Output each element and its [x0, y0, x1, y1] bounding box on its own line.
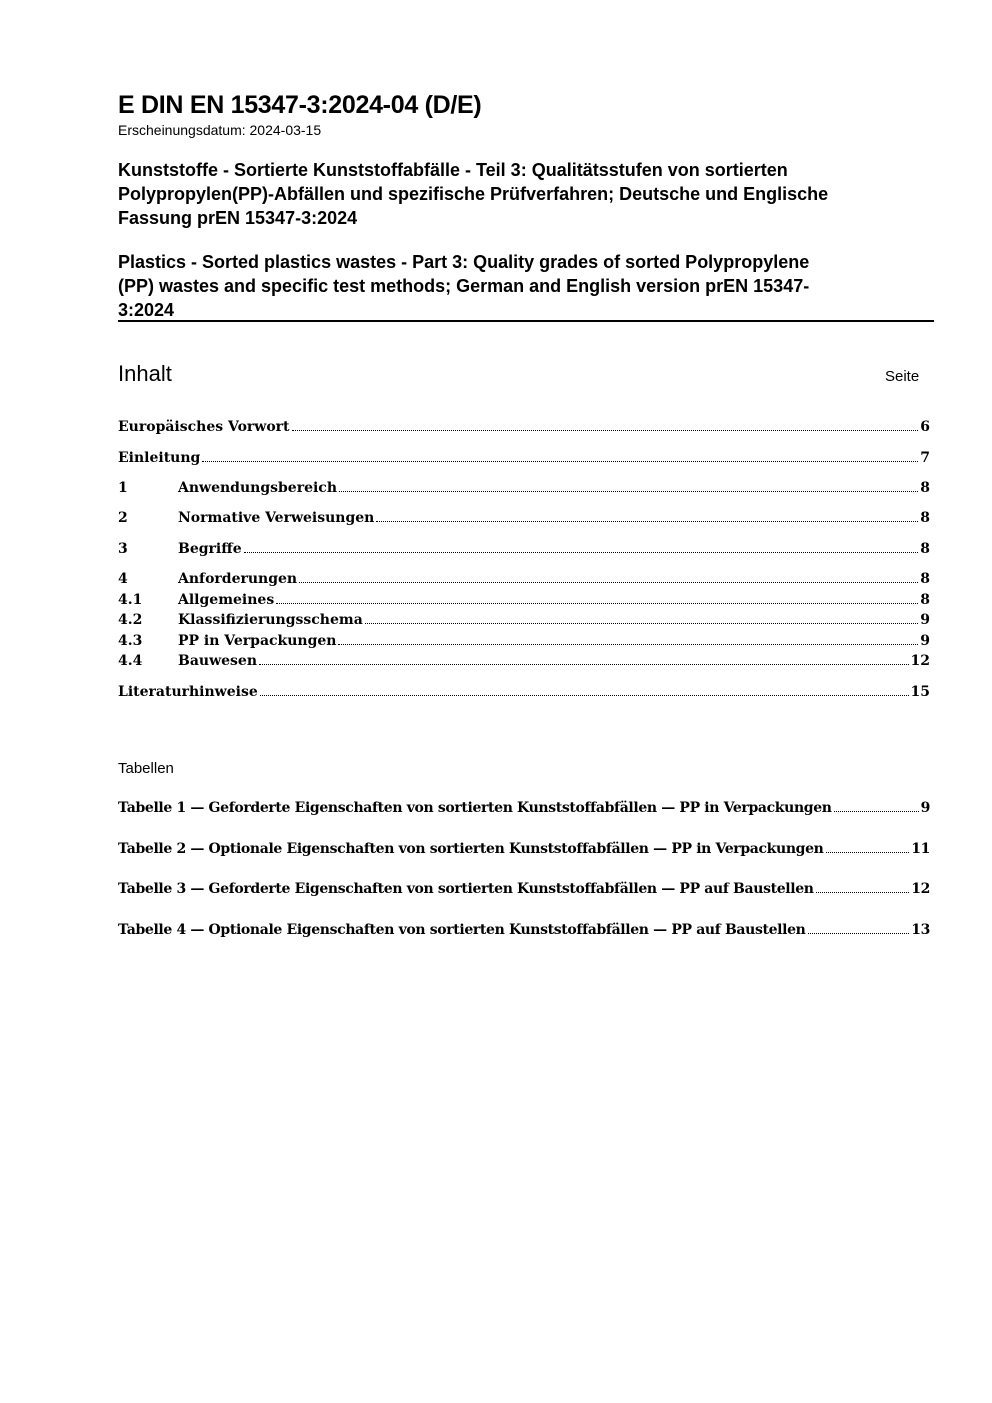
toc-leader-dots: [299, 582, 918, 583]
title-german-line: Polypropylen(PP)-Abfällen und spezifische Prüfverfahren; Deutsche und Englische: [118, 184, 829, 204]
table-entry-page: 13: [911, 922, 930, 938]
title-german: [118, 158, 918, 230]
toc-entry-number: 2: [118, 510, 128, 526]
table-list-entry[interactable]: [118, 921, 930, 939]
table-entry-text: Tabelle 1 — Geforderte Eigenschaften von sortierten Kunststoffabfällen — PP in Verpackungen: [118, 800, 832, 816]
table-list-entry[interactable]: [118, 880, 930, 898]
table-leader-dots: [816, 892, 910, 893]
toc-entry[interactable]: [118, 509, 930, 527]
toc-entry-text: Literaturhinweise: [118, 684, 258, 700]
toc-entry[interactable]: [118, 591, 930, 609]
toc-entry-page: 9: [920, 633, 930, 649]
toc-entry[interactable]: [118, 632, 930, 650]
toc-entry-text: Normative Verweisungen: [178, 510, 375, 526]
toc-entry-page: 8: [920, 592, 930, 608]
toc-entry-number: 4: [118, 571, 128, 587]
toc-entry-number: 1: [118, 480, 128, 496]
toc-entry-number: 4.1: [118, 592, 143, 608]
toc-entry-number: 3: [118, 541, 128, 557]
toc-leader-dots: [338, 644, 918, 645]
toc-entry-text: Klassifizierungsschema: [178, 612, 363, 628]
table-entry-page: 11: [911, 841, 930, 857]
document-id: E DIN EN 15347-3:2024-04 (D/E): [118, 91, 482, 119]
title-english-line: (PP) wastes and specific test methods; German and English version prEN 15347-: [118, 276, 810, 296]
toc-leader-dots: [259, 664, 909, 665]
table-entry-page: 12: [911, 881, 930, 897]
title-divider: [118, 320, 934, 322]
toc-entry-page: 9: [920, 612, 930, 628]
toc-page-column-label: Seite: [885, 368, 920, 385]
toc-entry-page: 7: [920, 450, 930, 466]
toc-entry[interactable]: [118, 683, 930, 701]
toc-entry-text: Anwendungsbereich: [178, 480, 337, 496]
table-entry-text: Tabelle 4 — Optionale Eigenschaften von sortierten Kunststoffabfällen — PP auf Baustellen: [118, 922, 806, 938]
toc-entry-number: 4.4: [118, 653, 143, 669]
toc-leader-dots: [244, 552, 919, 553]
toc-entry-text: Einleitung: [118, 450, 201, 466]
toc-entry-page: 15: [910, 684, 930, 700]
toc-entry-text: Europäisches Vorwort: [118, 419, 290, 435]
toc-entry-page: 8: [920, 571, 930, 587]
toc-entry-text: Begriffe: [178, 541, 242, 557]
toc-entry-number: 4.3: [118, 633, 143, 649]
table-leader-dots: [808, 933, 910, 934]
toc-entry[interactable]: [118, 479, 930, 497]
toc-heading: Inhalt: [118, 361, 172, 386]
publication-date: Erscheinungsdatum: 2024-03-15: [118, 122, 322, 138]
toc-entry-text: PP in Verpackungen: [178, 633, 337, 649]
toc-entry-page: 8: [920, 480, 930, 496]
toc-leader-dots: [365, 623, 918, 624]
title-english-line: 3:2024: [118, 300, 175, 320]
toc-entry-text: Allgemeines: [178, 592, 275, 608]
toc-leader-dots: [376, 521, 918, 522]
table-list-entry[interactable]: [118, 799, 930, 817]
table-leader-dots: [826, 852, 910, 853]
tables-heading: Tabellen: [118, 760, 174, 777]
toc-leader-dots: [339, 491, 918, 492]
toc-entry[interactable]: [118, 540, 930, 558]
toc-entry-text: Anforderungen: [178, 571, 298, 587]
title-english-line: Plastics - Sorted plastics wastes - Part 3: Quality grades of sorted Polypropylene: [118, 252, 810, 272]
table-list-entry[interactable]: [118, 840, 930, 858]
toc-entry[interactable]: [118, 611, 930, 629]
toc-entry[interactable]: [118, 652, 930, 670]
title-german-line: Kunststoffe - Sortierte Kunststoffabfälle - Teil 3: Qualitätsstufen von sortierten: [118, 160, 788, 180]
toc-entry[interactable]: [118, 418, 930, 436]
toc-entry-number: 4.2: [118, 612, 143, 628]
toc-entry-page: 8: [920, 541, 930, 557]
toc-entry[interactable]: [118, 570, 930, 588]
title-german-line: Fassung prEN 15347-3:2024: [118, 208, 358, 228]
table-entry-page: 9: [920, 800, 930, 816]
toc-entry-page: 8: [920, 510, 930, 526]
toc-leader-dots: [276, 603, 918, 604]
toc-leader-dots: [202, 461, 918, 462]
title-english: [118, 250, 918, 322]
toc-entry-page: 6: [920, 419, 930, 435]
table-entry-text: Tabelle 2 — Optionale Eigenschaften von sortierten Kunststoffabfällen — PP in Verpackungen: [118, 841, 824, 857]
toc-leader-dots: [292, 430, 919, 431]
table-leader-dots: [834, 811, 919, 812]
toc-entry-text: Bauwesen: [178, 653, 258, 669]
toc-leader-dots: [260, 695, 909, 696]
toc-entry-page: 12: [910, 653, 930, 669]
toc-entry[interactable]: [118, 449, 930, 467]
table-entry-text: Tabelle 3 — Geforderte Eigenschaften von sortierten Kunststoffabfällen — PP auf Baustellen: [118, 881, 814, 897]
